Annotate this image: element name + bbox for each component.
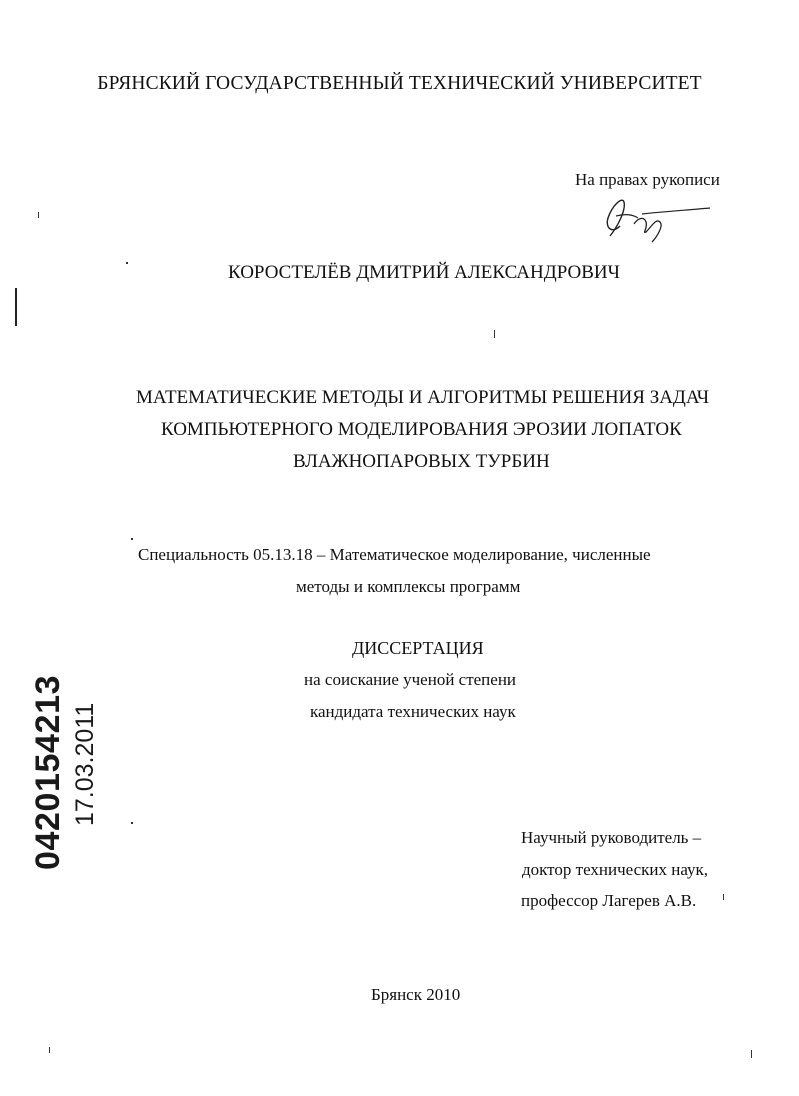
degree-line-2: кандидата технических наук — [310, 702, 516, 721]
thesis-title-line-3: ВЛАЖНОПАРОВЫХ ТУРБИН — [293, 451, 550, 472]
manuscript-note: На правах рукописи — [575, 170, 720, 189]
margin-mark — [15, 288, 17, 326]
author-name: КОРОСТЕЛЁВ ДМИТРИЙ АЛЕКСАНДРОВИЧ — [228, 262, 620, 283]
scan-speck — [751, 1050, 752, 1058]
stamp-date: 17.03.2011 — [71, 702, 99, 826]
scan-speck — [38, 212, 39, 218]
scan-speck — [723, 894, 724, 900]
scan-speck — [131, 822, 133, 824]
supervisor-line-3: профессор Лагерев А.В. — [521, 891, 697, 910]
scan-speck — [49, 1047, 50, 1053]
signature-icon — [598, 196, 713, 244]
city-year: Брянск 2010 — [371, 985, 461, 1004]
document-type: ДИССЕРТАЦИЯ — [352, 638, 484, 658]
specialty-line-2: методы и комплексы программ — [296, 577, 521, 596]
supervisor-line-2: доктор технических наук, — [522, 860, 709, 879]
specialty-line-1: Специальность 05.13.18 – Математическое моделирование, численные — [138, 545, 651, 564]
supervisor-line-1: Научный руководитель – — [521, 828, 702, 847]
stamp-number: 0420154213 — [29, 674, 67, 870]
scan-speck — [131, 538, 133, 540]
scan-speck — [126, 262, 128, 264]
library-stamp — [28, 648, 99, 870]
university-name: БРЯНСКИЙ ГОСУДАРСТВЕННЫЙ ТЕХНИЧЕСКИЙ УНИВЕРСИТЕТ — [97, 73, 702, 94]
thesis-title-line-1: МАТЕМАТИЧЕСКИЕ МЕТОДЫ И АЛГОРИТМЫ РЕШЕНИЯ ЗАДАЧ — [136, 387, 710, 408]
scan-speck — [494, 330, 495, 338]
degree-line-1: на соискание ученой степени — [304, 670, 517, 689]
thesis-title-line-2: КОМПЬЮТЕРНОГО МОДЕЛИРОВАНИЯ ЭРОЗИИ ЛОПАТОК — [161, 419, 682, 440]
